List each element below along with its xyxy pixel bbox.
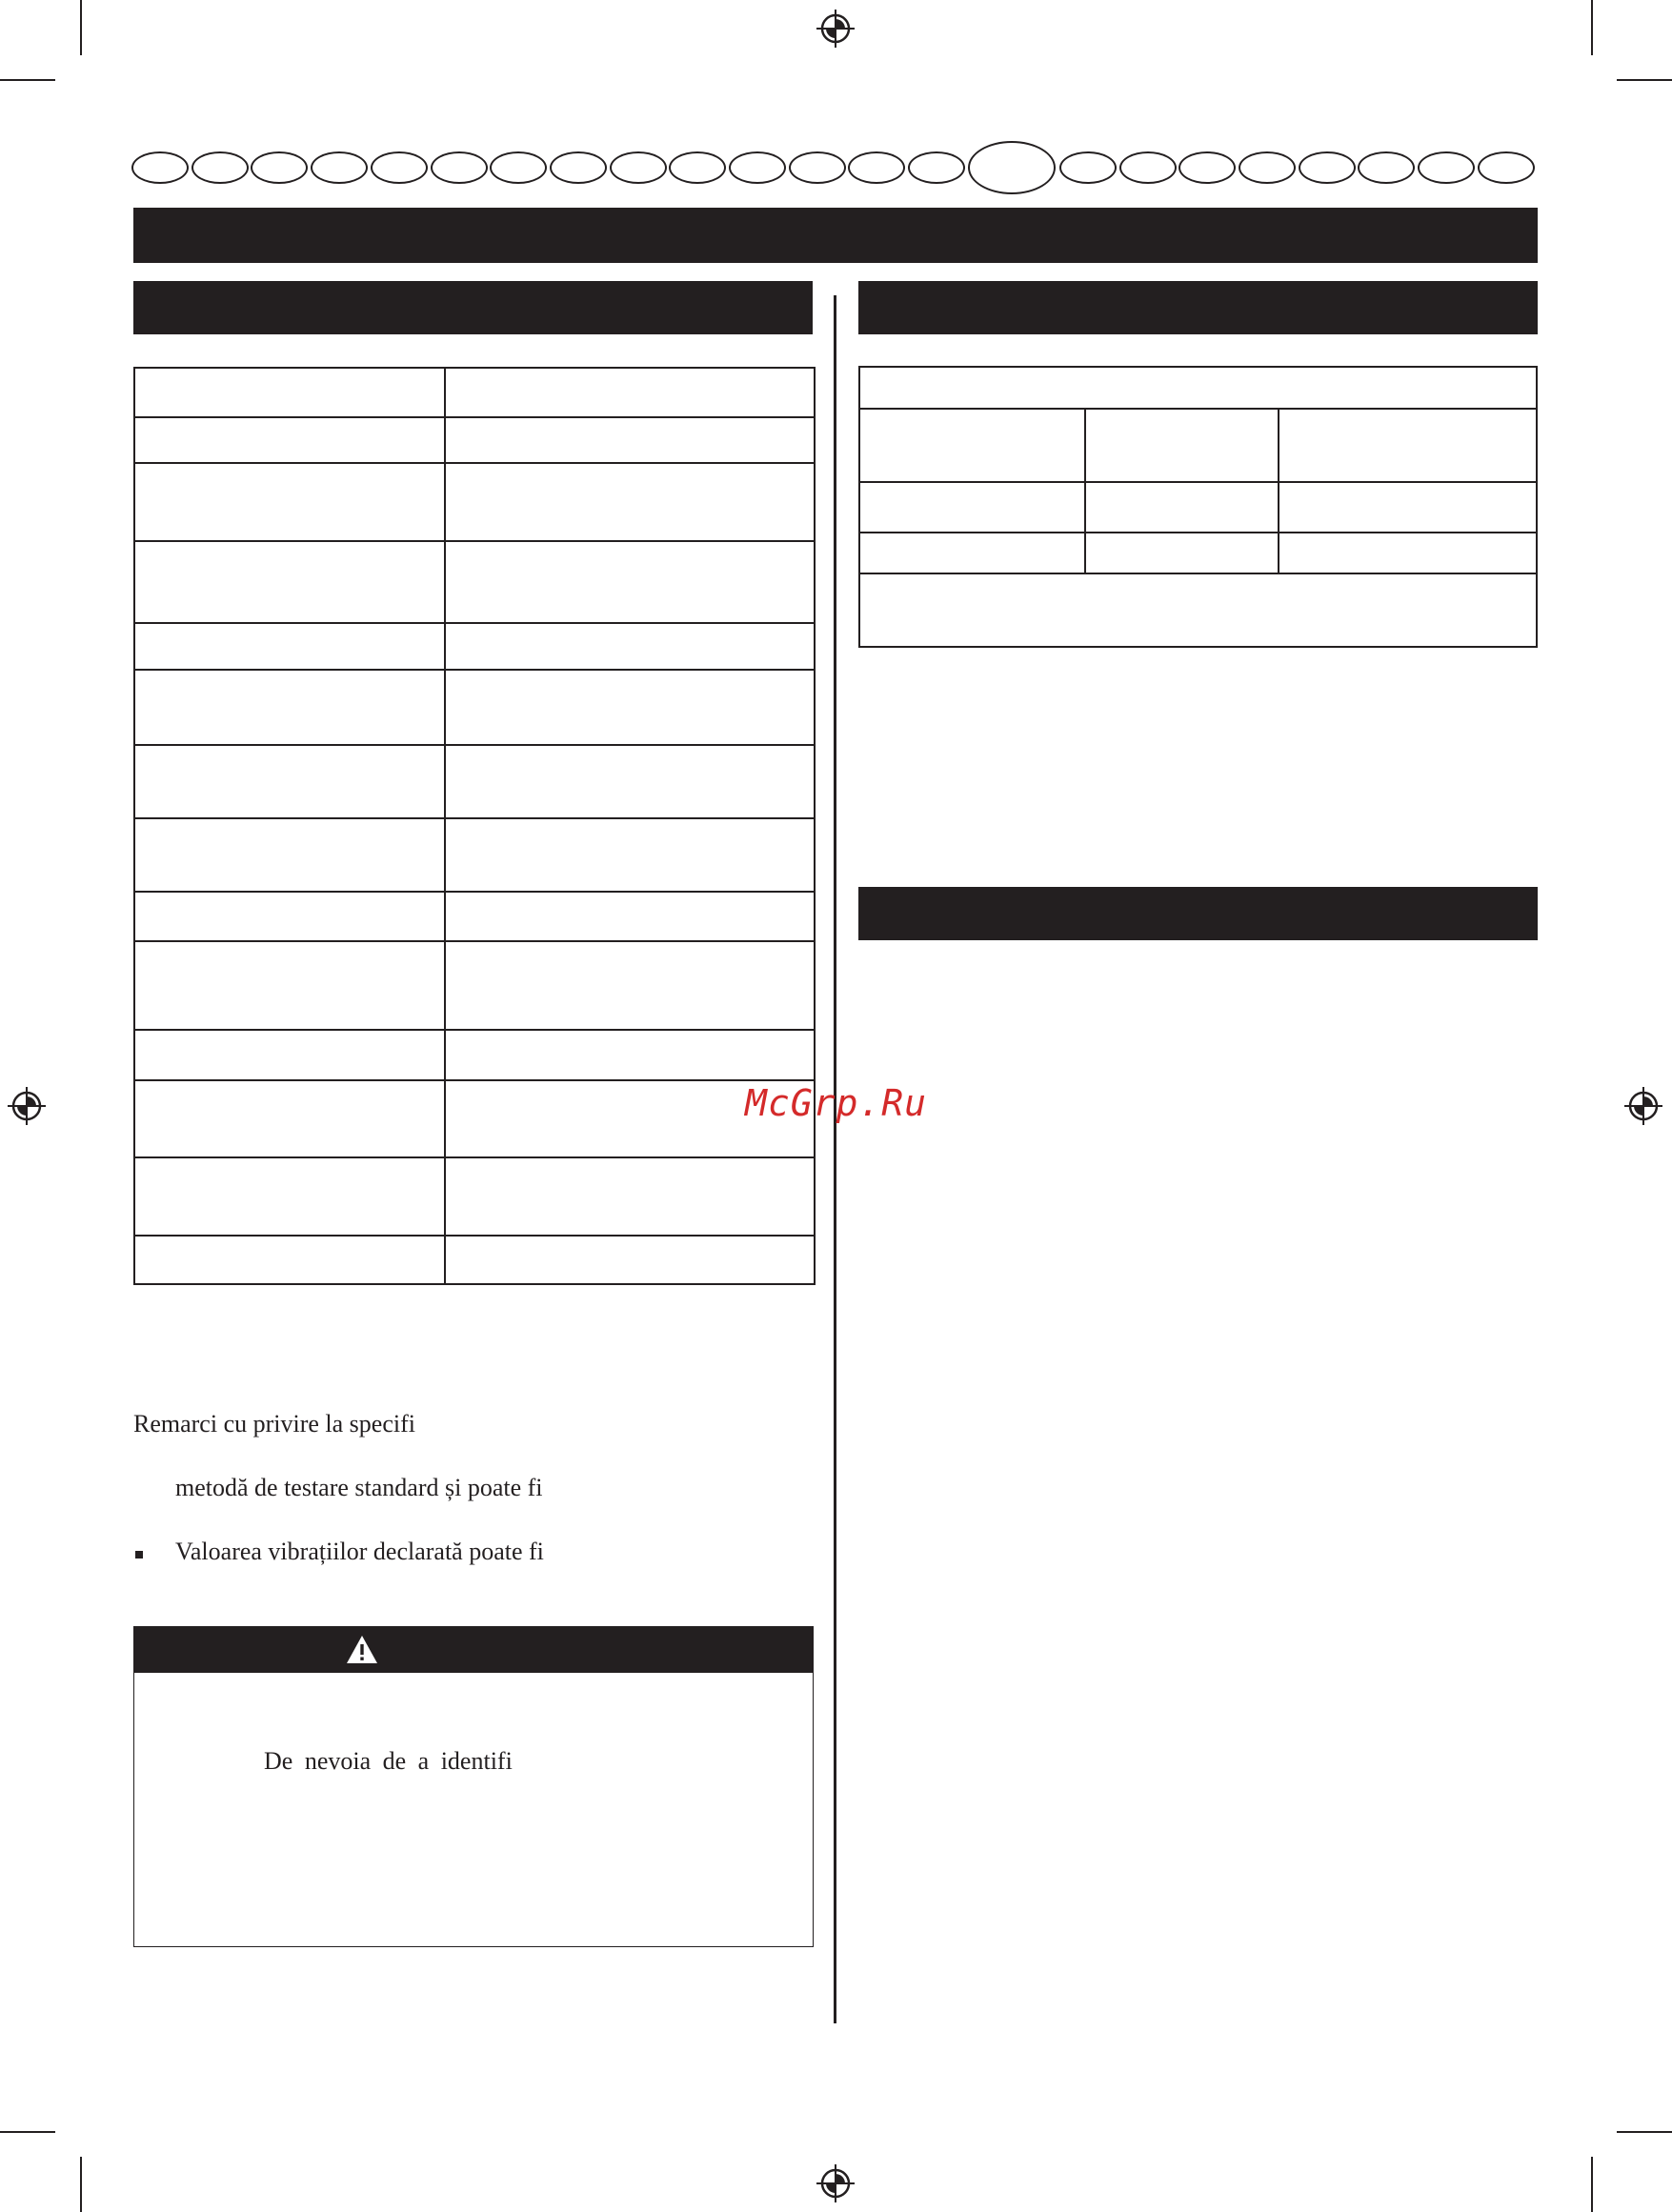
- table-row: [134, 463, 815, 541]
- column-divider: [834, 295, 836, 2023]
- table-row: [134, 1080, 815, 1157]
- table-row: [859, 409, 1537, 482]
- language-tab[interactable]: [311, 151, 368, 184]
- page-title-bar: [133, 208, 1538, 263]
- warning-triangle-icon: [345, 1634, 379, 1666]
- notes-bullet-line: Valoarea vibrațiilor declarată poate fi: [175, 1538, 544, 1565]
- language-tab[interactable]: [1478, 151, 1535, 184]
- table-row: [134, 892, 815, 941]
- table-row: [134, 1030, 815, 1080]
- table-row: [134, 1157, 815, 1236]
- language-tab[interactable]: [848, 151, 905, 184]
- crop-mark: [0, 2131, 55, 2133]
- section-header-left: [133, 281, 813, 334]
- language-tab[interactable]: [789, 151, 846, 184]
- registration-mark-icon: [815, 8, 856, 50]
- language-tab[interactable]: [1239, 151, 1296, 184]
- table-row: [134, 941, 815, 1030]
- language-tab[interactable]: [1059, 151, 1117, 184]
- warning-box: [133, 1626, 814, 1947]
- language-tab[interactable]: [191, 151, 249, 184]
- bullet-icon: [135, 1551, 143, 1558]
- section-header-right: [858, 281, 1538, 334]
- table-row: [859, 482, 1537, 533]
- crop-mark: [1591, 2157, 1593, 2212]
- table-row: [134, 1236, 815, 1284]
- registration-mark-icon: [6, 1085, 48, 1127]
- language-tab[interactable]: [1178, 151, 1236, 184]
- registration-mark-icon: [815, 2162, 856, 2204]
- table-row: [134, 368, 815, 417]
- language-tab-active[interactable]: [968, 141, 1056, 194]
- table-row: [859, 533, 1537, 573]
- language-tab[interactable]: [251, 151, 308, 184]
- crop-mark: [1617, 79, 1672, 81]
- language-tab[interactable]: [1119, 151, 1177, 184]
- crop-mark: [1617, 2131, 1672, 2133]
- language-tab[interactable]: [1299, 151, 1356, 184]
- language-selector: [131, 149, 1540, 189]
- watermark: McGrp.Ru: [745, 1082, 928, 1124]
- specification-table: [133, 367, 816, 1285]
- language-tab[interactable]: [1358, 151, 1415, 184]
- table-row: [134, 623, 815, 670]
- language-tab[interactable]: [131, 151, 189, 184]
- table-row: [134, 818, 815, 892]
- registration-mark-icon: [1622, 1085, 1664, 1127]
- language-tab[interactable]: [610, 151, 667, 184]
- crop-mark: [1591, 0, 1593, 55]
- warning-header: [133, 1626, 814, 1673]
- crop-mark: [80, 2157, 82, 2212]
- crop-mark: [80, 0, 82, 55]
- language-tab[interactable]: [908, 151, 965, 184]
- section-header-right-2: [858, 887, 1538, 940]
- table-row: [134, 670, 815, 745]
- table-row: [859, 367, 1537, 409]
- language-tab[interactable]: [550, 151, 607, 184]
- language-tab[interactable]: [1418, 151, 1475, 184]
- language-tab[interactable]: [431, 151, 488, 184]
- crop-mark: [0, 79, 55, 81]
- warning-text: De nevoia de a identifi: [264, 1747, 513, 1775]
- notes-line: metodă de testare standard și poate fi: [175, 1474, 543, 1501]
- language-tab[interactable]: [490, 151, 547, 184]
- table-row: [134, 745, 815, 818]
- table-row: [134, 541, 815, 623]
- table-row: [134, 417, 815, 463]
- notes-heading: Remarci cu privire la specifi: [133, 1410, 415, 1438]
- table-row: [859, 573, 1537, 647]
- language-tab[interactable]: [669, 151, 726, 184]
- language-tab[interactable]: [729, 151, 786, 184]
- measurement-table: [858, 366, 1538, 648]
- language-tab[interactable]: [371, 151, 428, 184]
